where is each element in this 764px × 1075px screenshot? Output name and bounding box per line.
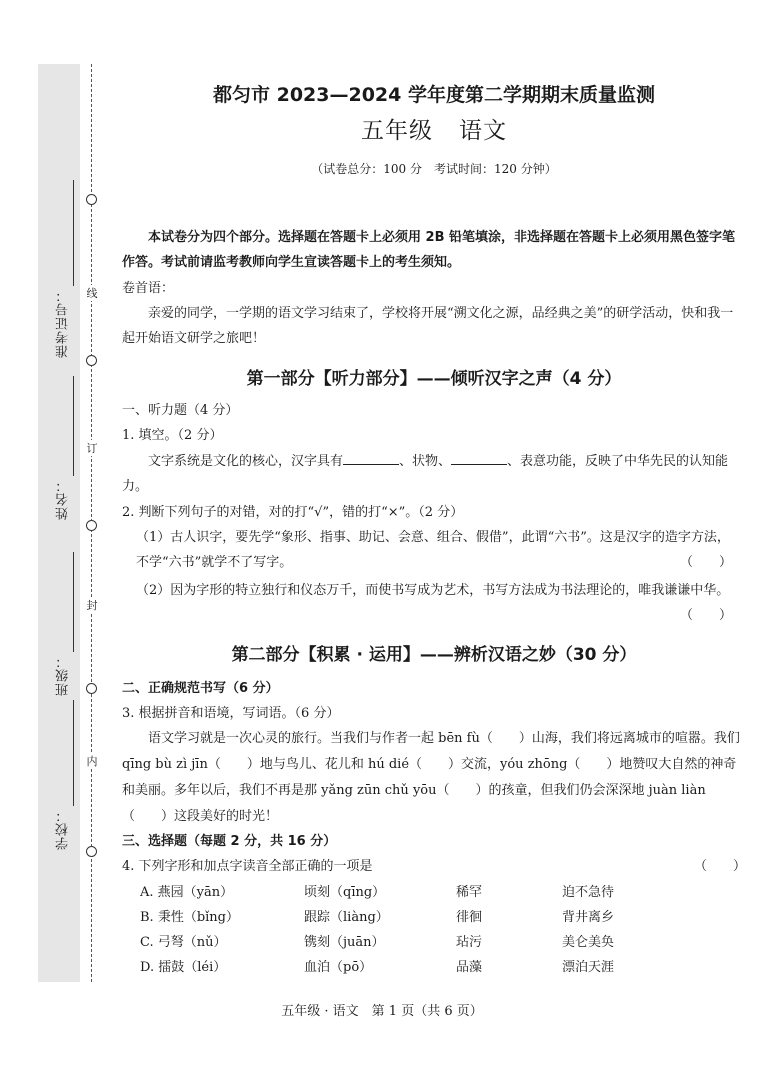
question-3-label: 3. 根据拼音和语境，写词语。（6 分） (122, 706, 340, 721)
notice-text: 本试卷分为四个部分。选择题在答题卡上必须用 2B 铅笔填涂，非选择题在答题卡上必须用黑色签字笔作答。考试前请监考教师向学生宣读答题卡上的考生须知。 (122, 230, 736, 270)
q2-item-2-text: （2）因为字形的特立独行和仪态万千，而使书写成为艺术，书写方法成为书法理论的，唯我谦谦中华。 (136, 583, 730, 598)
part1-title: 第一部分【听力部分】——倾听汉字之声（4 分） (246, 369, 622, 389)
name-line (73, 376, 74, 476)
answer-paren[interactable]: （ ） (679, 608, 732, 623)
grade-label: 五年级 (361, 118, 433, 144)
q1-part-b: 、状物、 (399, 454, 452, 469)
exam-info: （试卷总分：100 分 考试时间：120 分钟） (311, 162, 557, 176)
q1-part-a: 文字系统是文化的核心，汉字具有 (148, 454, 344, 469)
answer-paren[interactable]: （ ） (693, 859, 746, 874)
question-1-text (122, 449, 746, 499)
option-cell: 镌刻（juān） (304, 935, 385, 950)
part2-title: 第二部分【积累 · 运用】——辨析汉语之妙（30 分） (231, 645, 637, 665)
school-line (73, 700, 74, 806)
option-cell: A. 燕园（yān） (140, 885, 234, 900)
option-cell: 血泊（pō） (304, 960, 373, 975)
q2-item-1-text: （1）古人识字，要先学“象形、指事、助记、会意、组合、假借”，此谓“六书”。这是汉字的造字方法，不学“六书”就学不了写字。 (136, 530, 730, 570)
cut-circle (86, 846, 97, 857)
question-2-label: 2. 判断下列句子的对错，对的打“√”，错的打“×”。（2 分） (122, 505, 464, 520)
q4-option-a[interactable] (122, 880, 764, 905)
q4-option-d[interactable] (122, 955, 764, 980)
exam-number-label: 准考证号： (56, 288, 71, 358)
option-cell: 徘徊 (456, 910, 483, 925)
class-label: 班级： (56, 654, 71, 696)
option-cell: D. 擂鼓（léi） (140, 960, 227, 975)
q1-blank-1[interactable] (343, 450, 399, 465)
cut-circle (86, 520, 97, 531)
q4-label-text: 4. 下列字形和加点字读音全部正确的一项是 (122, 859, 373, 874)
option-cell: 跟踪（liàng） (304, 910, 389, 925)
question-2-item-2 (122, 578, 732, 628)
option-cell: 顷刻（qīng） (304, 885, 386, 900)
name-label: 姓名： (56, 478, 71, 520)
question-2-item-1 (122, 525, 732, 575)
q4-option-b[interactable] (122, 905, 764, 930)
q1-part-c: 、表意功能，反映了中华先民的认知能力。 (122, 454, 729, 494)
question-4-label (122, 854, 746, 879)
subject-label: 语文 (459, 118, 507, 144)
option-cell: 迫不急待 (562, 885, 615, 900)
section2-heading: 二、正确规范书写（6 分） (122, 681, 279, 696)
option-cell: 稀罕 (456, 885, 483, 900)
preface-text: 亲爱的同学，一学期的语文学习结束了，学校将开展“溯文化之源，品经典之美”的研学活动，快和我一起开始语文研学之旅吧！ (122, 306, 734, 346)
option-cell: 漂泊天涯 (562, 960, 615, 975)
exam-subtitle (122, 112, 746, 145)
cut-word-xian: 线 (84, 285, 100, 301)
section1-heading: 一、听力题（4 分） (122, 403, 239, 418)
answer-paren[interactable]: （ ） (679, 555, 732, 570)
cut-word-nei: 内 (84, 753, 100, 769)
option-cell: C. 弓弩（nǔ） (140, 935, 227, 950)
class-line (73, 552, 74, 652)
exam-number-line (73, 180, 74, 286)
question-3-text: 语文学习就是一次心灵的旅行。当我们与作者一起 bēn fù（ ）山海，我们将远离城市的喧嚣。我们 qīng bù zì jīn（ ）地与鸟儿、花儿和 hú dié（ ）交流，yóu zhōng（ ）地赞叹大自然的神奇和美丽。多年以后，我们不再是那 yǎng zūn chǔ yōu（ ）的孩童，但我们仍会深深地 juàn liàn（ ）这段美好的时光！ (122, 731, 740, 824)
page-footer: 五年级 · 语文 第 1 页（共 6 页） (281, 1004, 483, 1019)
cut-circle (86, 683, 97, 694)
exam-title: 都匀市 2023—2024 学年度第二学期期末质量监测 (213, 84, 655, 106)
q1-blank-2[interactable] (451, 450, 507, 465)
cut-circle (86, 355, 97, 366)
preface-label: 卷首语： (122, 281, 175, 296)
school-label: 学校： (56, 808, 71, 850)
section3-heading: 三、选择题（每题 2 分，共 16 分） (122, 834, 337, 849)
cut-word-ding: 订 (84, 440, 100, 456)
cut-circle (86, 194, 97, 205)
q4-option-c[interactable] (122, 930, 764, 955)
option-cell: B. 秉性（bǐng） (140, 910, 239, 925)
option-cell: 玷污 (456, 935, 483, 950)
option-cell: 背井离乡 (562, 910, 615, 925)
option-cell: 美仑美奂 (562, 935, 615, 950)
question-1-label: 1. 填空。（2 分） (122, 428, 223, 443)
cut-word-feng: 封 (84, 597, 100, 613)
option-cell: 品藻 (456, 960, 483, 975)
